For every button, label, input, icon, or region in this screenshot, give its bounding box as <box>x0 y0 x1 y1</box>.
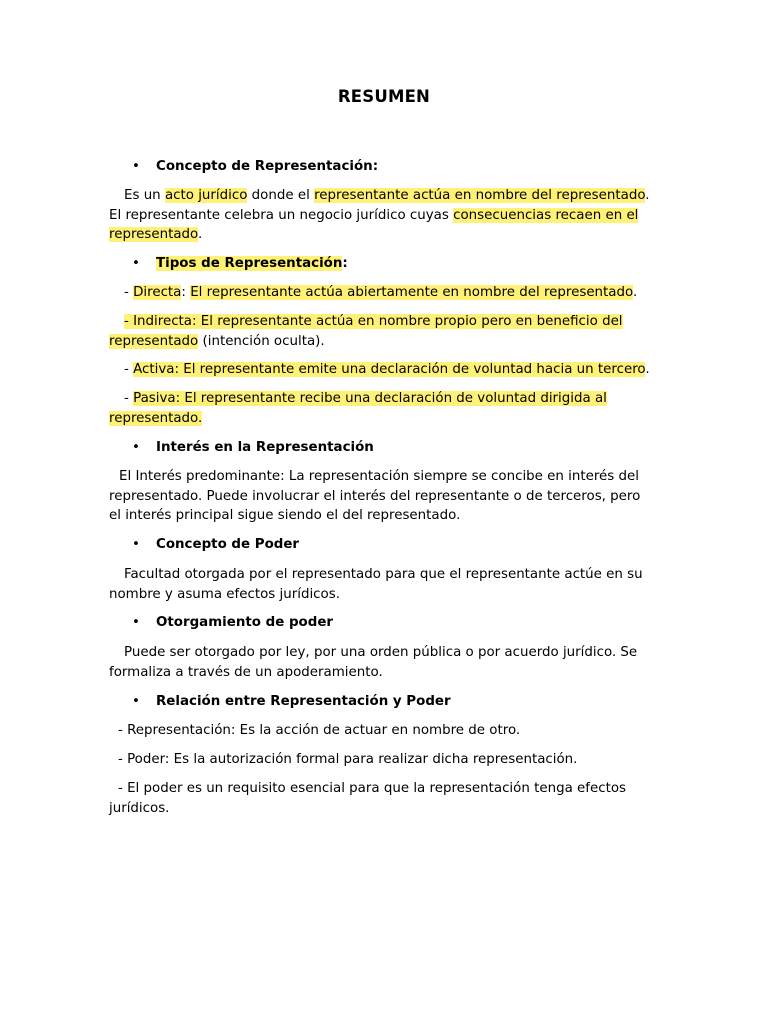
bullet: • <box>132 256 140 271</box>
paragraph-otorgamiento: Puede ser otorgado por ley, por una orden pública o por acuerdo jurídico. Se formaliza a través de un apoderamiento. <box>109 645 638 680</box>
paragraph-concepto: Es un acto jurídico donde el representante actúa en nombre del representado. El representante celebra un negocio jurídico cuyas consecuencias recaen en el representado. <box>109 188 650 243</box>
relacion-line-1: - Representación: Es la acción de actuar en nombre de otro. <box>118 723 521 738</box>
bullet: • <box>132 694 140 709</box>
section-heading-otorgamiento: • Otorgamiento de poder <box>156 613 333 633</box>
section-heading-poder: • Concepto de Poder <box>156 535 299 555</box>
bullet: • <box>132 537 140 552</box>
document-title: RESUMEN <box>337 87 431 106</box>
relacion-line-3: - El poder es un requisito esencial para que la representación tenga efectos jurídicos. <box>109 781 626 816</box>
tipo-pasiva: - Pasiva: El representante recibe una declaración de voluntad dirigida al representado. <box>109 391 607 426</box>
bullet: • <box>132 615 140 630</box>
section-heading-interes: • Interés en la Representación <box>156 438 374 458</box>
section-heading-concepto: • Concepto de Representación: <box>156 157 378 177</box>
tipo-indirecta: - Indirecta: El representante actúa en nombre propio pero en beneficio del representado (intención oculta). <box>109 314 623 349</box>
paragraph-interes: El Interés predominante: La representación siempre se concibe en interés del representado. Puede involucrar el interés del representante o de terceros, pero el interés principal sigue siendo el del representado. <box>109 469 641 524</box>
paragraph-poder: Facultad otorgada por el representado para que el representante actúe en su nombre y asuma efectos jurídicos. <box>109 567 643 602</box>
bullet: • <box>132 440 140 455</box>
bullet: • <box>132 159 140 174</box>
section-heading-relacion: • Relación entre Representación y Poder <box>156 692 451 712</box>
relacion-line-2: - Poder: Es la autorización formal para realizar dicha representación. <box>118 752 578 767</box>
highlight: acto jurídico <box>164 188 248 203</box>
highlight: representante actúa en nombre del representado <box>314 188 646 203</box>
highlight: consecuencias recaen en el representado <box>109 207 639 243</box>
section-heading-tipos: • Tipos de Representación: <box>156 254 348 274</box>
tipo-directa: - Directa: El representante actúa abiertamente en nombre del representado. <box>124 285 638 300</box>
tipo-activa: - Activa: El representante emite una declaración de voluntad hacia un tercero. <box>124 362 650 377</box>
